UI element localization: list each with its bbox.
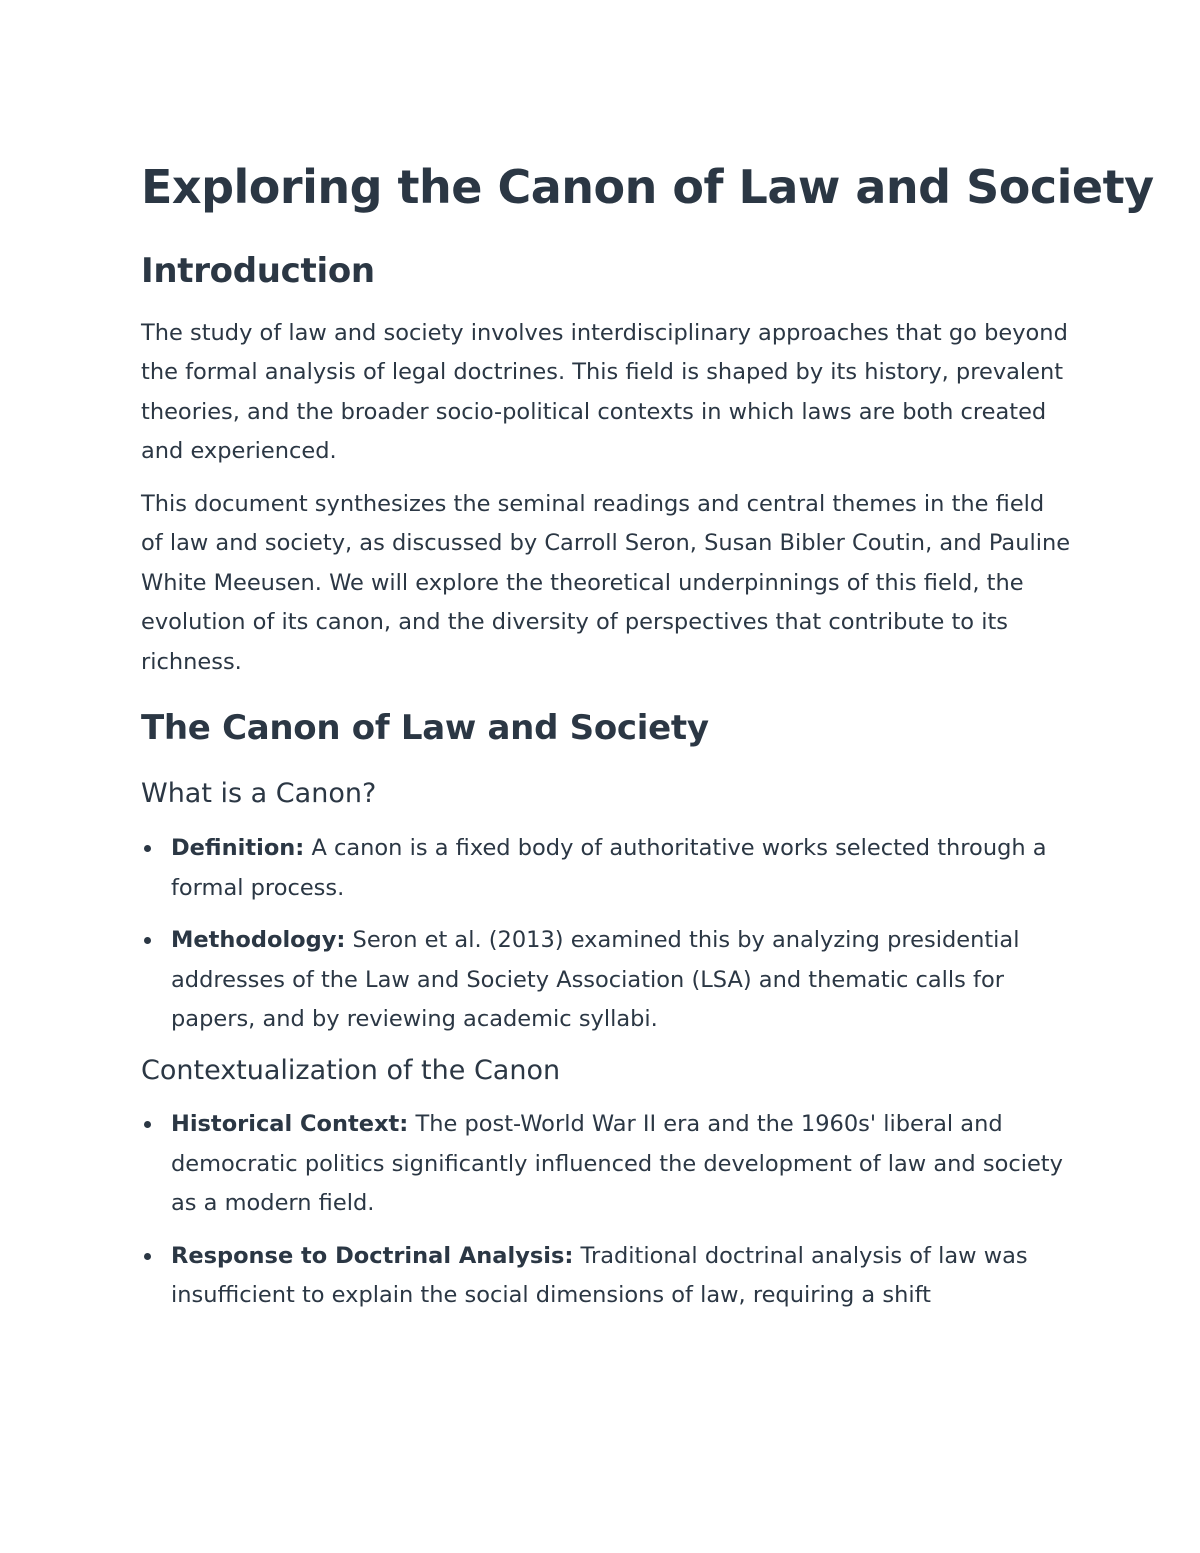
- introduction-heading: Introduction: [141, 251, 375, 292]
- document-page: [141, 160, 1154, 1330]
- canon-heading: The Canon of Law and Society: [141, 708, 709, 749]
- list-item: [141, 921, 1071, 1040]
- intro-paragraph-2: This document synthesizes the seminal readings and central themes in the field of law and society, as discussed by Carroll Seron, Susan Bibler Coutin, and Pauline White Meeusen. We will explore the theoretical underpinnings of this field, the evolution of its canon, and the diversity of perspectives that contribute to its richness.: [141, 490, 1071, 675]
- what-is-canon-list: [141, 829, 1071, 1040]
- bullet-icon: [144, 937, 151, 944]
- list-item: [141, 1105, 1071, 1224]
- bullet-icon: [144, 845, 151, 852]
- list-item-term: Methodology:: [171, 927, 346, 954]
- list-item-term: Response to Doctrinal Analysis:: [171, 1242, 574, 1269]
- list-item-text: The post-World War II era and the 1960s' liberal and democratic politics significantly influenced the development of law and society as a modern field.: [171, 1111, 1063, 1217]
- contextualization-list: [141, 1105, 1071, 1316]
- list-item-term: Historical Context:: [171, 1111, 409, 1138]
- bullet-icon: [144, 1253, 151, 1260]
- list-item: [141, 1237, 1071, 1316]
- document-title: Exploring the Canon of Law and Society: [141, 160, 1154, 214]
- bullet-icon: [144, 1121, 151, 1128]
- what-is-canon-heading: What is a Canon?: [141, 778, 377, 810]
- list-item-text: Seron et al. (2013) examined this by analyzing presidential addresses of the Law and Society Association (LSA) and thematic calls for papers, and by reviewing academic syllabi.: [171, 927, 1020, 1033]
- list-item-text: A canon is a fixed body of authoritative works selected through a formal process.: [171, 835, 1047, 901]
- intro-paragraph-1: The study of law and society involves interdisciplinary approaches that go beyond the formal analysis of legal doctrines. This field is shaped by its history, prevalent theories, and the broader socio-political contexts in which laws are both created and experienced.: [141, 319, 1068, 465]
- list-item: [141, 829, 1071, 908]
- contextualization-heading: Contextualization of the Canon: [141, 1054, 561, 1086]
- list-item-term: Definition:: [171, 835, 305, 862]
- list-item-text: Traditional doctrinal analysis of law was insufficient to explain the social dimensions of law, requiring a shift: [171, 1242, 1028, 1309]
